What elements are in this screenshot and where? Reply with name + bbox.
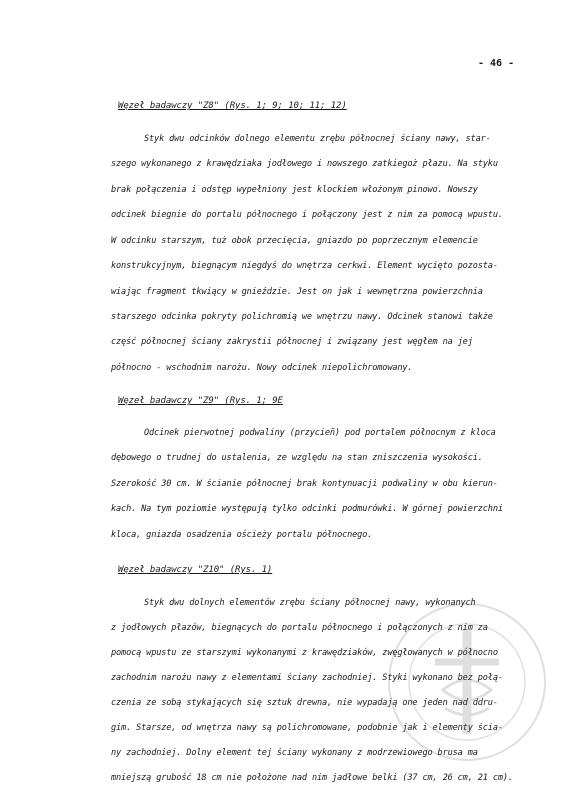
text-line: kach. Na tym poziomie występują tylko odcinki podmurówki. W górnej powierzchni bbox=[111, 504, 503, 514]
text-line: północno - wschodnim narożu. Nowy odcinek niepolichromowany. bbox=[111, 363, 413, 373]
text-line: czenia ze sobą stykających się sztuk drewna, nie wypadają one jeden nad ddru- bbox=[111, 698, 498, 708]
text-line: kloca, gniazda osadzenia ościeży portalu północnego. bbox=[111, 530, 373, 540]
text-line: mniejszą grubość 18 cm nie położone nad nim jadłowe belki (37 cm, 26 cm, 21 cm). bbox=[111, 773, 513, 783]
text-line: odcinek biegnie do portalu północnego i połączony jest z nim za pomocą wpustu. bbox=[111, 210, 503, 220]
text-line: pomocą wpustu ze starszymi wykonanymi z krawędziaków, zwęgłowanych w północno bbox=[111, 648, 498, 658]
section-heading: Węzeł badawczy "Z8" (Rys. 1; 9; 10; 11; 12) bbox=[118, 101, 347, 111]
text-line: zachodnim narożu nawy z elementami ściany zachodniej. Styki wykonano bez połą- bbox=[111, 673, 503, 683]
text-line: starszego odcinka pokryty polichromią we wnętrzu nawy. Odcinek stanowi także bbox=[111, 312, 493, 322]
archive-stamp-icon bbox=[385, 600, 550, 765]
text-line: W odcinku starszym, tuż obok przecięcia, gniazdo po poprzecznym elemencie bbox=[111, 236, 478, 246]
text-line: Odcinek pierwotnej podwaliny (przycieñ) pod portalem północnym z kloca bbox=[144, 428, 496, 438]
section-heading: Węzeł badawczy "Z10" (Rys. 1) bbox=[118, 565, 273, 575]
text-line: Szerokość 30 cm. W ścianie północnej brak kontynuacji podwaliny w obu kierun- bbox=[111, 479, 498, 489]
text-line: gim. Starsze, od wnętrza nawy są polichromowane, podobnie jak i elementy ścia- bbox=[111, 723, 503, 733]
text-line: dębowego o trudnej do ustalenia, ze względu na stan zniszczenia wysokości. bbox=[111, 453, 483, 463]
page-number: - 46 - bbox=[478, 58, 515, 69]
text-line: szego wykonanego z krawędziaka jodłowego i nowszego zatkiegoż płazu. Na styku bbox=[111, 159, 498, 169]
text-line: część północnej ściany zakrystii północnej i związany jest węgłem na jej bbox=[111, 337, 473, 347]
text-line: z jodłowych płazów, biegnących do portalu północnego i połączonych z nim za bbox=[111, 623, 488, 633]
text-line: brak połączenia i odstęp wypełniony jest klockiem włożonym pinowo. Nowszy bbox=[111, 185, 478, 195]
section-heading: Węzeł badawczy "Z9" (Rys. 1; 9E bbox=[118, 396, 283, 406]
text-line: konstrukcyjnym, biegnącym niegdyś do wnętrza cerkwi. Element wycięto pozosta- bbox=[111, 261, 498, 271]
text-line: Styk dwu odcinków dolnego elementu zrębu północnej ściany nawy, star- bbox=[144, 134, 491, 144]
text-line: wiając fragment tkwiący w gnieździe. Jest on jak i wewnętrzna powierzchnia bbox=[111, 287, 483, 297]
text-line: ny zachodniej. Dolny element tej ściany wykonany z modrzewiowego brusa ma bbox=[111, 748, 478, 758]
text-line: Styk dwu dolnych elementów zrębu ściany północnej nawy, wykonanych bbox=[144, 598, 476, 608]
